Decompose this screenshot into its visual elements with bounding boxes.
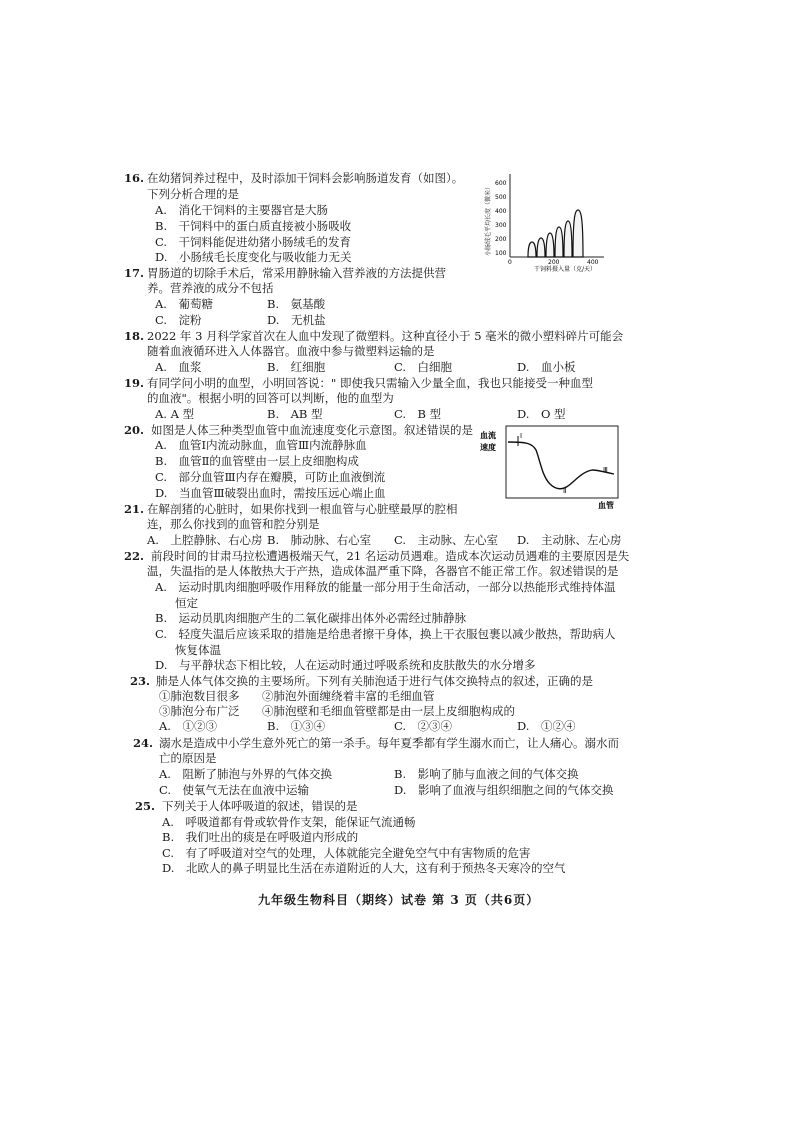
q19-number: 19. <box>124 376 145 390</box>
q22-number: 22. <box>124 549 145 563</box>
q16-xtick-200: 200 <box>548 259 560 266</box>
page-footer: 九年级生物科目（期终）试卷 第 3 页（共6页） <box>258 893 540 907</box>
q20-option-d: D. 当血管Ⅲ破裂出血时，需按压远心端止血 <box>155 486 386 500</box>
q20-label-I: Ⅰ <box>520 432 523 440</box>
q21-option-c: C. 主动脉、左心室 <box>394 533 499 547</box>
q16-fig-xlabel: 干饲料摄入量（克/天） <box>534 266 597 272</box>
q19-stem-line2: 的血液"。根据小明的回答可以判断，他的血型为 <box>147 391 394 405</box>
q23-option-b: B. ①③④ <box>267 719 326 733</box>
q17-stem-line1: 胃肠道的切除手术后，常采用静脉输入营养液的方法提供营 <box>147 266 446 280</box>
q16-ytick-600: 600 <box>495 180 507 187</box>
q22-option-c-line2: 恢复体温 <box>175 643 221 657</box>
q24-number: 24. <box>133 736 154 750</box>
q18-option-b: B. 红细胞 <box>267 360 326 374</box>
q21-stem-line2: 连，那么你找到的血管和腔分别是 <box>147 517 320 531</box>
q17-option-a: A. 葡萄糖 <box>155 297 213 311</box>
q16-ytick-300: 300 <box>495 222 507 229</box>
q22-option-d: D. 与平静状态下相比较，人在运动时通过呼吸系统和皮肤散失的水分增多 <box>155 658 536 672</box>
q16-number: 16. <box>124 171 145 185</box>
q20-flow-curve <box>508 442 614 489</box>
q19-option-b: B. AB 型 <box>267 407 323 421</box>
q20-fig-ylabel-1: 血流 <box>480 431 496 440</box>
q17-stem-line2: 养。营养液的成分不包括 <box>147 281 274 295</box>
q24-stem-line1: 溺水是造成中小学生意外死亡的第一杀手。每年夏季都有学生溺水而亡，让人痛心。溺水而 <box>159 736 619 750</box>
q20-fig-ylabel-2: 速度 <box>480 443 496 452</box>
q16-fig-ylabel: 小肠绒毛平均长度（微米） <box>485 183 492 256</box>
q17-option-b: B. 氨基酸 <box>267 297 326 311</box>
q20-number: 20. <box>124 423 145 437</box>
q18-number: 18. <box>124 329 145 343</box>
q22-stem-line1: 前段时间的甘肃马拉松遭遇极端天气，21 名运动员遇难。造成本次运动员遇难的主要原因是失 <box>151 549 630 563</box>
q19-option-d: D. O 型 <box>517 407 566 421</box>
q24-option-c: C. 使氧气无法在血液中运输 <box>159 783 310 797</box>
q16-xtick-0: 0 <box>508 259 512 266</box>
q18-stem-line1: 2022 年 3 月科学家首次在人血中发现了微塑料。这种直径小于 5 毫米的微小塑料碎片可能会 <box>147 329 624 343</box>
q16-ytick-100: 100 <box>495 250 507 257</box>
q16-ytick-400: 400 <box>495 208 507 215</box>
q16-villi <box>528 210 583 257</box>
q24-option-a: A. 阻断了肺泡与外界的气体交换 <box>159 767 332 781</box>
q21-stem-line1: 在解剖猪的心脏时，如果你找到一根血管与心脏壁最厚的腔相 <box>147 502 458 516</box>
q16-xtick-400: 400 <box>587 259 599 266</box>
q21-option-b: B. 肺动脉、右心室 <box>267 533 372 547</box>
q25-option-a: A. 呼吸道都有骨或软骨作支架，能保证气流通畅 <box>162 815 416 829</box>
q23-option-c: C. ②③④ <box>394 719 453 733</box>
q16-option-b: B. 干饲料中的蛋白质直接被小肠吸收 <box>155 219 352 233</box>
q22-stem-line2: 温，失温指的是人体散热大于产热，造成体温严重下降，各器官不能正常工作。叙述错误的是 <box>147 564 619 578</box>
q23-statement-3: ③肺泡分布广泛 <box>159 704 240 718</box>
q25-option-b: B. 我们吐出的痰是在呼吸道内形成的 <box>162 830 359 844</box>
q20-option-a: A. 血管Ⅰ内流动脉血，血管Ⅲ内流静脉血 <box>155 438 367 452</box>
q19-option-c: C. B 型 <box>394 407 442 421</box>
q20-bloodflow-figure <box>478 420 624 510</box>
q25-option-c: C. 有了呼吸道对空气的处理，人体就能完全避免空气中有害物质的危害 <box>162 846 531 860</box>
q16-option-a: A. 消化干饲料的主要器官是大肠 <box>155 203 328 217</box>
q17-option-c: C. 淀粉 <box>155 313 202 327</box>
q20-fig-xlabel: 血管 <box>598 501 614 510</box>
q22-option-c-line1: C. 轻度失温后应该采取的措施是给患者擦干身体，换上干衣服包裹以减少散热，帮助病人 <box>155 627 616 641</box>
q22-option-a-line2: 恒定 <box>175 596 198 610</box>
q23-option-a: A. ①②③ <box>159 719 217 733</box>
q22-option-b: B. 运动员肌肉细胞产生的二氧化碳排出体外必需经过肺静脉 <box>155 611 467 625</box>
q16-villus-figure <box>480 168 610 272</box>
q16-stem-line1: 在幼猪饲养过程中，及时添加干饲料会影响肠道发育（如图）。 <box>147 171 464 185</box>
q17-number: 17. <box>124 266 145 280</box>
q20-label-II: Ⅱ <box>563 487 567 495</box>
q18-option-c: C. 白细胞 <box>394 360 453 374</box>
q22-option-a-line1: A. 运动时肌肉细胞呼吸作用释放的能量一部分用于生命活动，一部分以热能形式维持体温 <box>155 580 616 594</box>
q19-stem-line1: 有同学问小明的血型，小明回答说：" 即使我只需输入少量全血，我也只能接受一种血型 <box>147 376 593 390</box>
q23-stem-line1: 肺是人体气体交换的主要场所。下列有关肺泡适于进行气体交换特点的叙述，正确的是 <box>156 674 593 688</box>
q24-option-b: B. 影响了肺与血液之间的气体交换 <box>394 767 579 781</box>
q24-option-d: D. 影响了血液与组织细胞之间的气体交换 <box>394 783 614 797</box>
q19-option-a: A. A 型 <box>155 407 195 421</box>
q24-stem-line2: 亡的原因是 <box>159 751 217 765</box>
q23-option-d: D. ①②④ <box>517 719 576 733</box>
q23-number: 23. <box>130 674 151 688</box>
q18-stem-line2: 随着血液循环进入人体器官。血液中参与微塑料运输的是 <box>147 344 435 358</box>
q20-option-c: C. 部分血管Ⅲ内存在瓣膜，可防止血液倒流 <box>155 470 386 484</box>
q17-option-d: D. 无机盐 <box>267 313 326 327</box>
q16-ytick-200: 200 <box>495 236 507 243</box>
q20-label-III: Ⅲ <box>603 466 608 474</box>
q16-ytick-500: 500 <box>495 194 507 201</box>
q23-statement-2: ②肺泡外面缠绕着丰富的毛细血管 <box>262 689 435 703</box>
q25-option-d: D. 北欧人的鼻子明显比生活在赤道附近的人大，这有利于预热冬天寒冷的空气 <box>162 861 566 875</box>
q23-statement-1: ①肺泡数目很多 <box>159 689 240 703</box>
q16-option-d: D. 小肠绒毛长度变化与吸收能力无关 <box>155 250 352 264</box>
q21-option-a: A. 上腔静脉、右心房 <box>147 533 263 547</box>
q25-stem-line1: 下列关于人体呼吸道的叙述，错误的是 <box>162 799 358 813</box>
q18-option-d: D. 血小板 <box>517 360 576 374</box>
q23-statement-4: ④肺泡壁和毛细血管壁都是由一层上皮细胞构成的 <box>262 704 515 718</box>
q21-option-d: D. 主动脉、左心房 <box>517 533 622 547</box>
q20-stem-line1: 如图是人体三种类型血管中血流速度变化示意图。叙述错误的是 <box>151 423 473 437</box>
q21-number: 21. <box>124 502 145 516</box>
q20-option-b: B. 血管Ⅱ的血管壁由一层上皮细胞构成 <box>155 454 359 468</box>
q16-stem-line2: 下列分析合理的是 <box>147 187 239 201</box>
q25-number: 25. <box>135 799 156 813</box>
q16-option-c: C. 干饲料能促进幼猪小肠绒毛的发育 <box>155 235 352 249</box>
q18-option-a: A. 血浆 <box>155 360 202 374</box>
